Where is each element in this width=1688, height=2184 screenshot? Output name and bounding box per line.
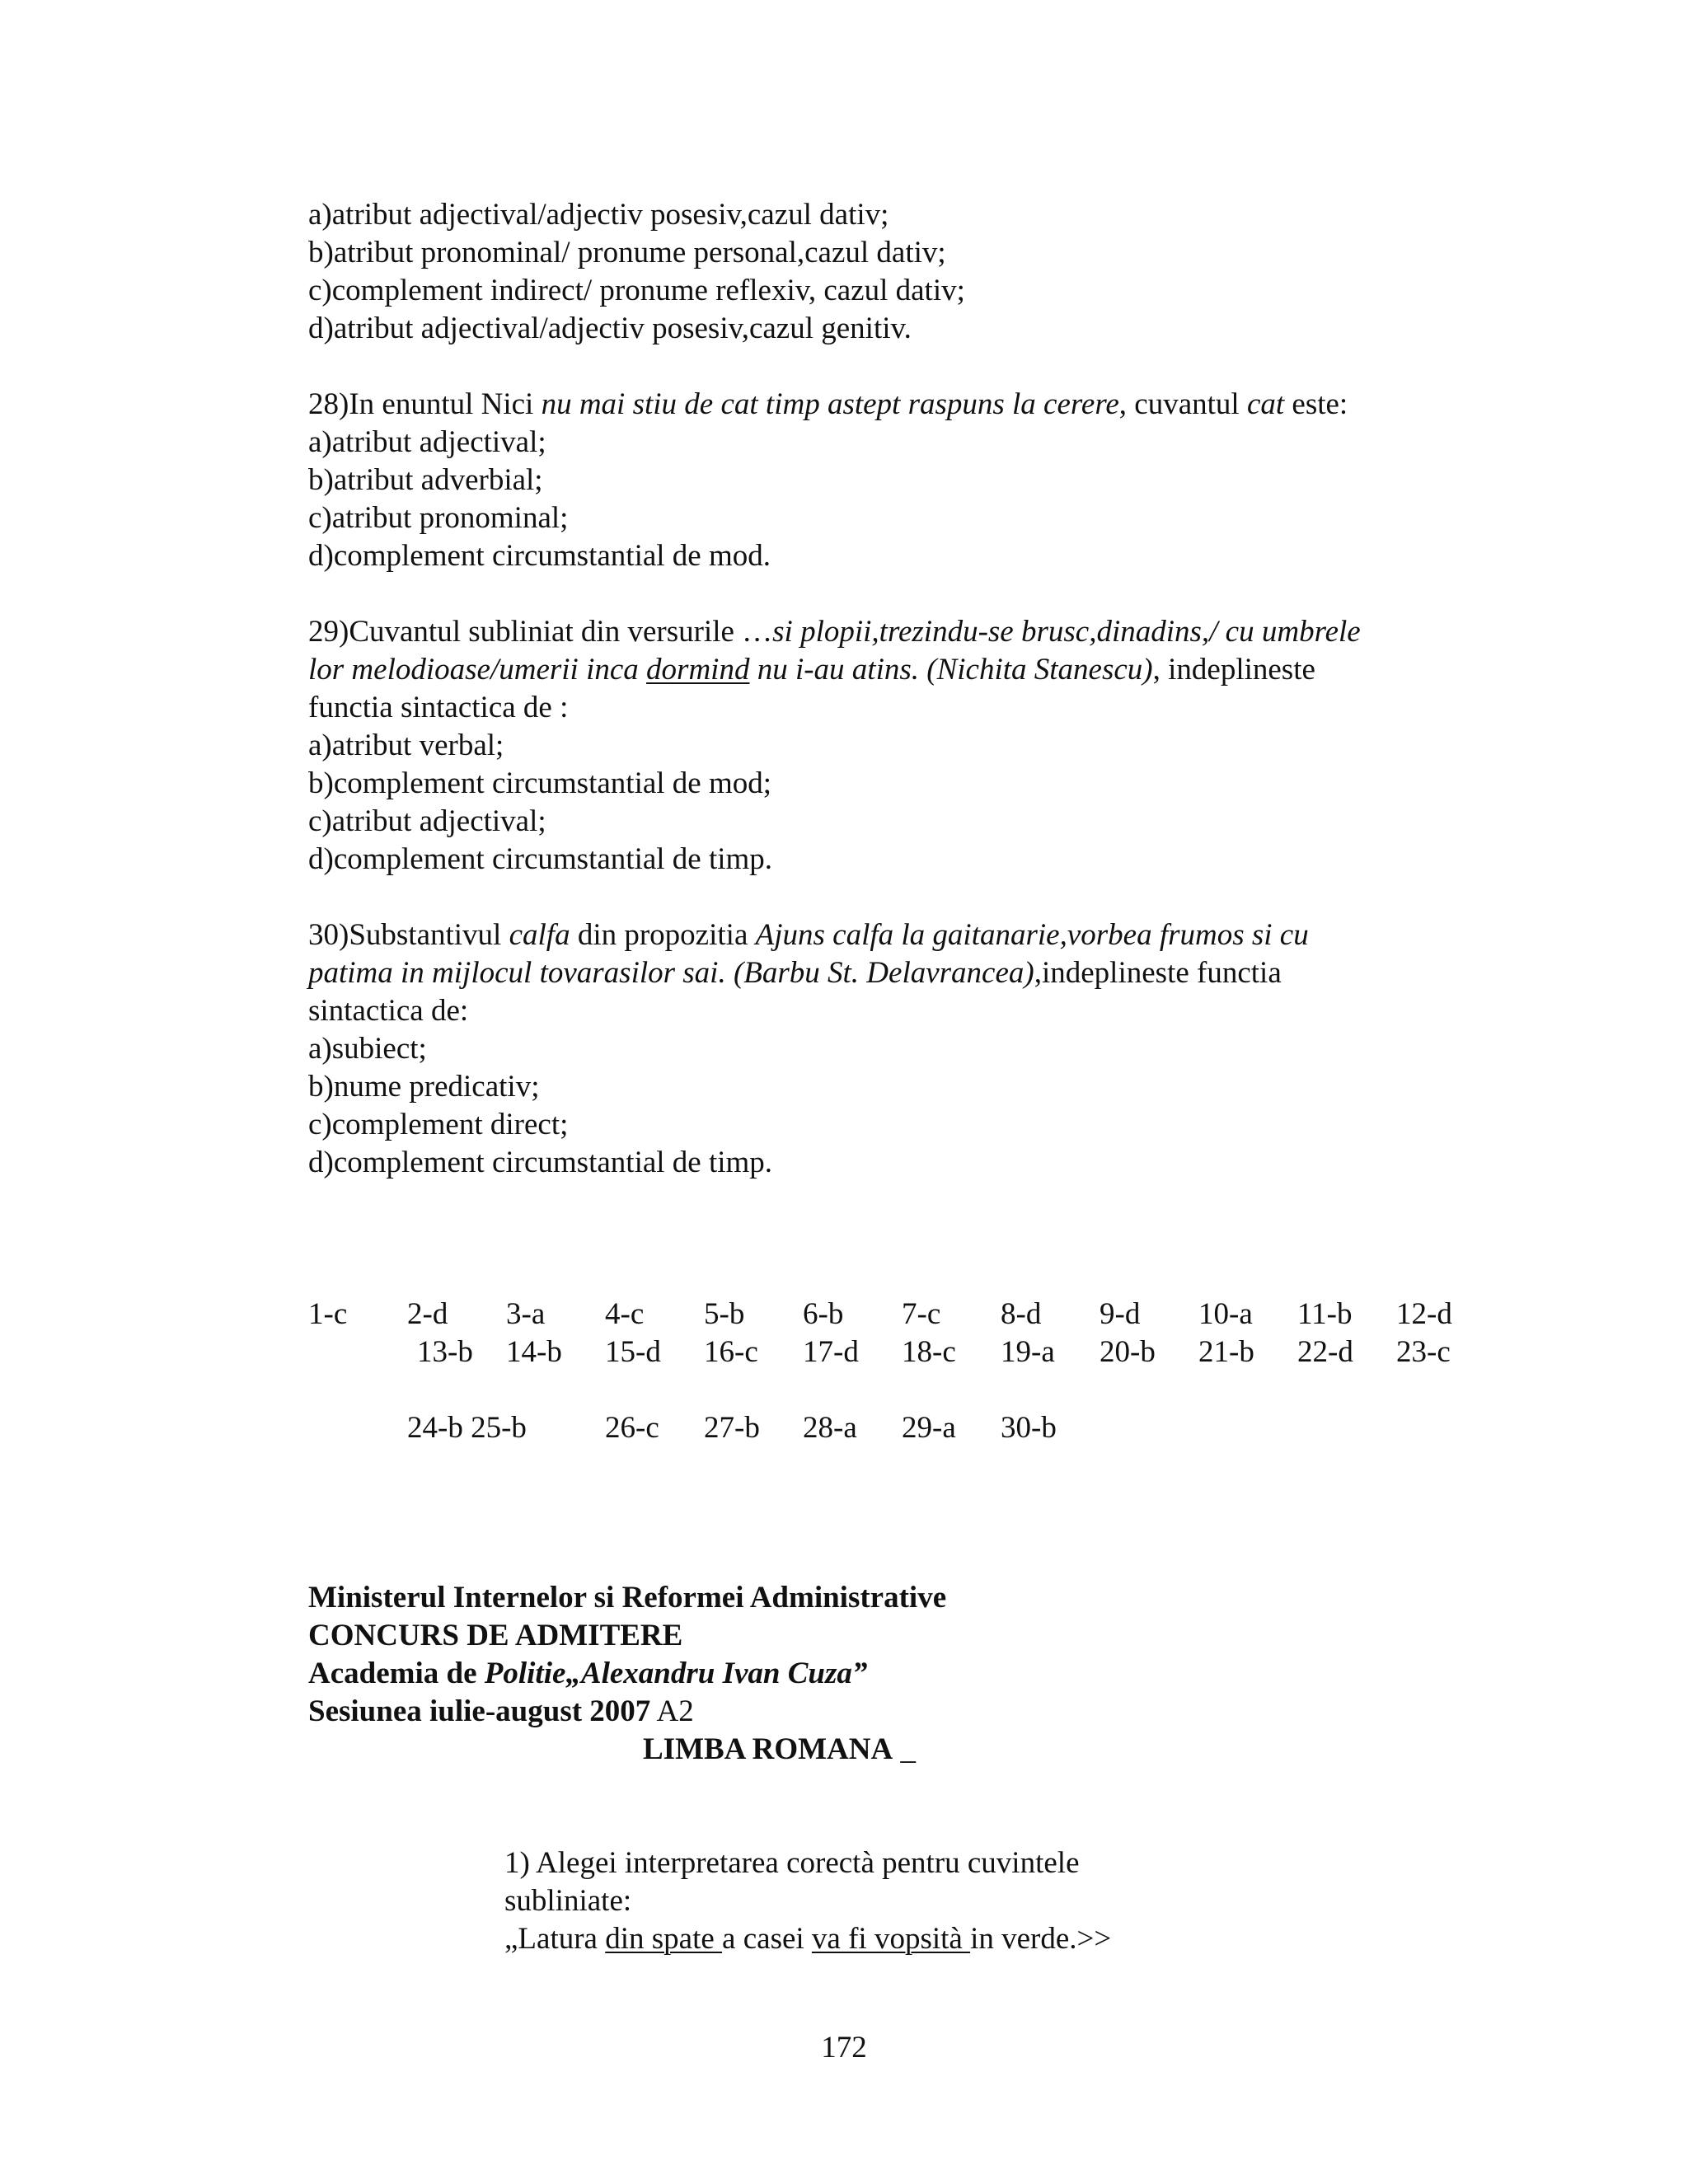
q28-option-c: c)atribut pronominal; [308, 501, 569, 535]
answer-key-item: 4-c [605, 1297, 645, 1331]
answer-key-item: 7-c [902, 1297, 941, 1331]
answer-key-item: 27-b [704, 1411, 760, 1445]
q28-quote: nu mai stiu de cat timp astept raspuns la cerere [541, 387, 1119, 421]
answer-key-item: 21-b [1198, 1335, 1254, 1369]
q30-mid: din propozitia [570, 918, 756, 952]
answer-key-item: 23-c [1396, 1335, 1451, 1369]
answer-key-item: 6-b [803, 1297, 844, 1331]
q30-lead: 30)Substantivul [308, 918, 509, 952]
question-28 [308, 386, 1348, 575]
q28-option-a: a)atribut adjectival; [308, 425, 546, 459]
answer-key-item: 17-d [803, 1335, 859, 1369]
answer-key-item: 26-c [605, 1411, 659, 1445]
q28-option-b: b)atribut adverbial; [308, 463, 543, 497]
answer-key-item: 30-b [1001, 1411, 1057, 1445]
q1-underlined-1: din spate [605, 1922, 723, 1956]
q27-option-b: b)atribut pronominal/ pronume personal,cazul dativ; [308, 236, 946, 269]
q30-word: calfa [509, 918, 570, 952]
q29-stem-line-2 [308, 651, 1361, 689]
answer-key-item: 3-a [506, 1297, 546, 1331]
page-number: 172 [821, 2031, 867, 2064]
q1-text-a: „Latura [504, 1922, 606, 1956]
q29-lead: 29)Cuvantul subliniat din versurile … [308, 615, 773, 649]
academy-lead: Academia de [308, 1657, 485, 1690]
subject-text: LIMBA ROMANA [643, 1732, 893, 1766]
q29-quote-2a: lor melodioase/umerii inca [308, 653, 647, 687]
question-29 [308, 613, 1361, 879]
q30-option-d: d)complement circumstantial de timp. [308, 1146, 773, 1179]
answer-key-item: 16-c [704, 1335, 758, 1369]
answer-key-item: 5-b [704, 1297, 745, 1331]
q28-mid: , cuvantul [1118, 387, 1247, 421]
q29-option-b: b)complement circumstantial de mod; [308, 766, 772, 800]
q29-option-c: c)atribut adjectival; [308, 804, 546, 838]
answer-key-item: 9-d [1100, 1297, 1141, 1331]
answer-key-item: 13-b [417, 1335, 473, 1369]
q30-stem-line-2 [308, 954, 1309, 992]
question-30 [308, 916, 1309, 1182]
q1-line-3 [504, 1920, 1111, 1958]
contest-title: CONCURS DE ADMITERE [308, 1619, 683, 1652]
answer-key-item: 1-c [308, 1297, 348, 1331]
q27-option-c: c)complement indirect/ pronume reflexiv, cazul dativ; [308, 274, 965, 307]
q30-quote-1: Ajuns calfa la gaitanarie,vorbea frumos si cu [755, 918, 1309, 952]
q28-lead: 28)In enuntul Nici [308, 387, 542, 421]
subject-trail: _ [893, 1732, 916, 1766]
q29-stem-line-3: functia sintactica de : [308, 691, 569, 724]
academy-name [308, 1655, 946, 1693]
answer-key-item: 22-d [1297, 1335, 1353, 1369]
q30-option-c: c)complement direct; [308, 1108, 569, 1141]
q29-quote-2b: nu i-au atins. (Nichita Stanescu) [749, 653, 1153, 687]
q29-option-d: d)complement circumstantial de timp. [308, 842, 773, 876]
answer-key-item: 14-b [506, 1335, 562, 1369]
answer-key-item: 20-b [1100, 1335, 1156, 1369]
answer-key-item: 12-d [1396, 1297, 1452, 1331]
subject-title [643, 1731, 916, 1769]
q29-underlined-word: dormind [646, 653, 750, 687]
q28-stem [308, 386, 1348, 424]
q29-quote-1: si plopii,trezindu-se brusc,dinadins,/ cu umbrele [772, 615, 1361, 649]
answer-key-item: 28-a [803, 1411, 857, 1445]
question-1 [504, 1844, 1111, 1958]
q30-quote-2: patima in mijlocul tovarasilor sai. (Barbu St. Delavrancea) [308, 956, 1034, 990]
answer-key-item: 19-a [1001, 1335, 1055, 1369]
q28-tail: este: [1284, 387, 1348, 421]
answer-key-item: 8-d [1001, 1297, 1042, 1331]
answer-key-item: 18-c [902, 1335, 956, 1369]
q1-line-1: 1) Alegei interpretarea corectà pentru cuvintele [504, 1846, 1080, 1880]
q1-text-b: a casei [722, 1922, 812, 1956]
answer-key-item: 10-a [1198, 1297, 1253, 1331]
q30-tail: ,indeplineste functia [1034, 956, 1282, 990]
ministry-name: Ministerul Internelor si Reformei Administrative [308, 1581, 947, 1615]
q27-options [308, 196, 965, 348]
q30-option-a: a)subiect; [308, 1032, 427, 1066]
variant-code: A2 [650, 1694, 694, 1728]
q27-option-a: a)atribut adjectival/adjectiv posesiv,cazul dativ; [308, 198, 889, 232]
q30-option-b: b)nume predicativ; [308, 1070, 540, 1104]
answer-key-item: 24-b 25-b [407, 1411, 527, 1445]
q1-text-c: in verde.>> [970, 1922, 1112, 1956]
academy-title: Politie„Alexandru Ivan Cuza” [484, 1657, 868, 1690]
q30-stem-line-3: sintactica de: [308, 994, 469, 1028]
session-line [308, 1693, 946, 1731]
q29-tail: , indeplineste [1152, 653, 1315, 687]
q28-word: cat [1246, 387, 1285, 421]
q28-option-d: d)complement circumstantial de mod. [308, 539, 771, 573]
q1-underlined-2: va fi vopsità [811, 1922, 971, 1956]
answer-key-item: 29-a [902, 1411, 956, 1445]
q27-option-d: d)atribut adjectival/adjectiv posesiv,cazul genitiv. [308, 312, 912, 345]
answer-key-item: 15-d [605, 1335, 661, 1369]
q30-stem-line-1 [308, 916, 1309, 954]
answer-key-item: 11-b [1297, 1297, 1353, 1331]
answer-key-item: 2-d [407, 1297, 448, 1331]
q29-stem-line-1 [308, 613, 1361, 651]
q1-line-2: subliniate: [504, 1884, 632, 1918]
session-text: Sesiunea iulie-august 2007 [308, 1694, 651, 1728]
exam-header [308, 1579, 946, 1731]
q29-option-a: a)atribut verbal; [308, 729, 504, 762]
